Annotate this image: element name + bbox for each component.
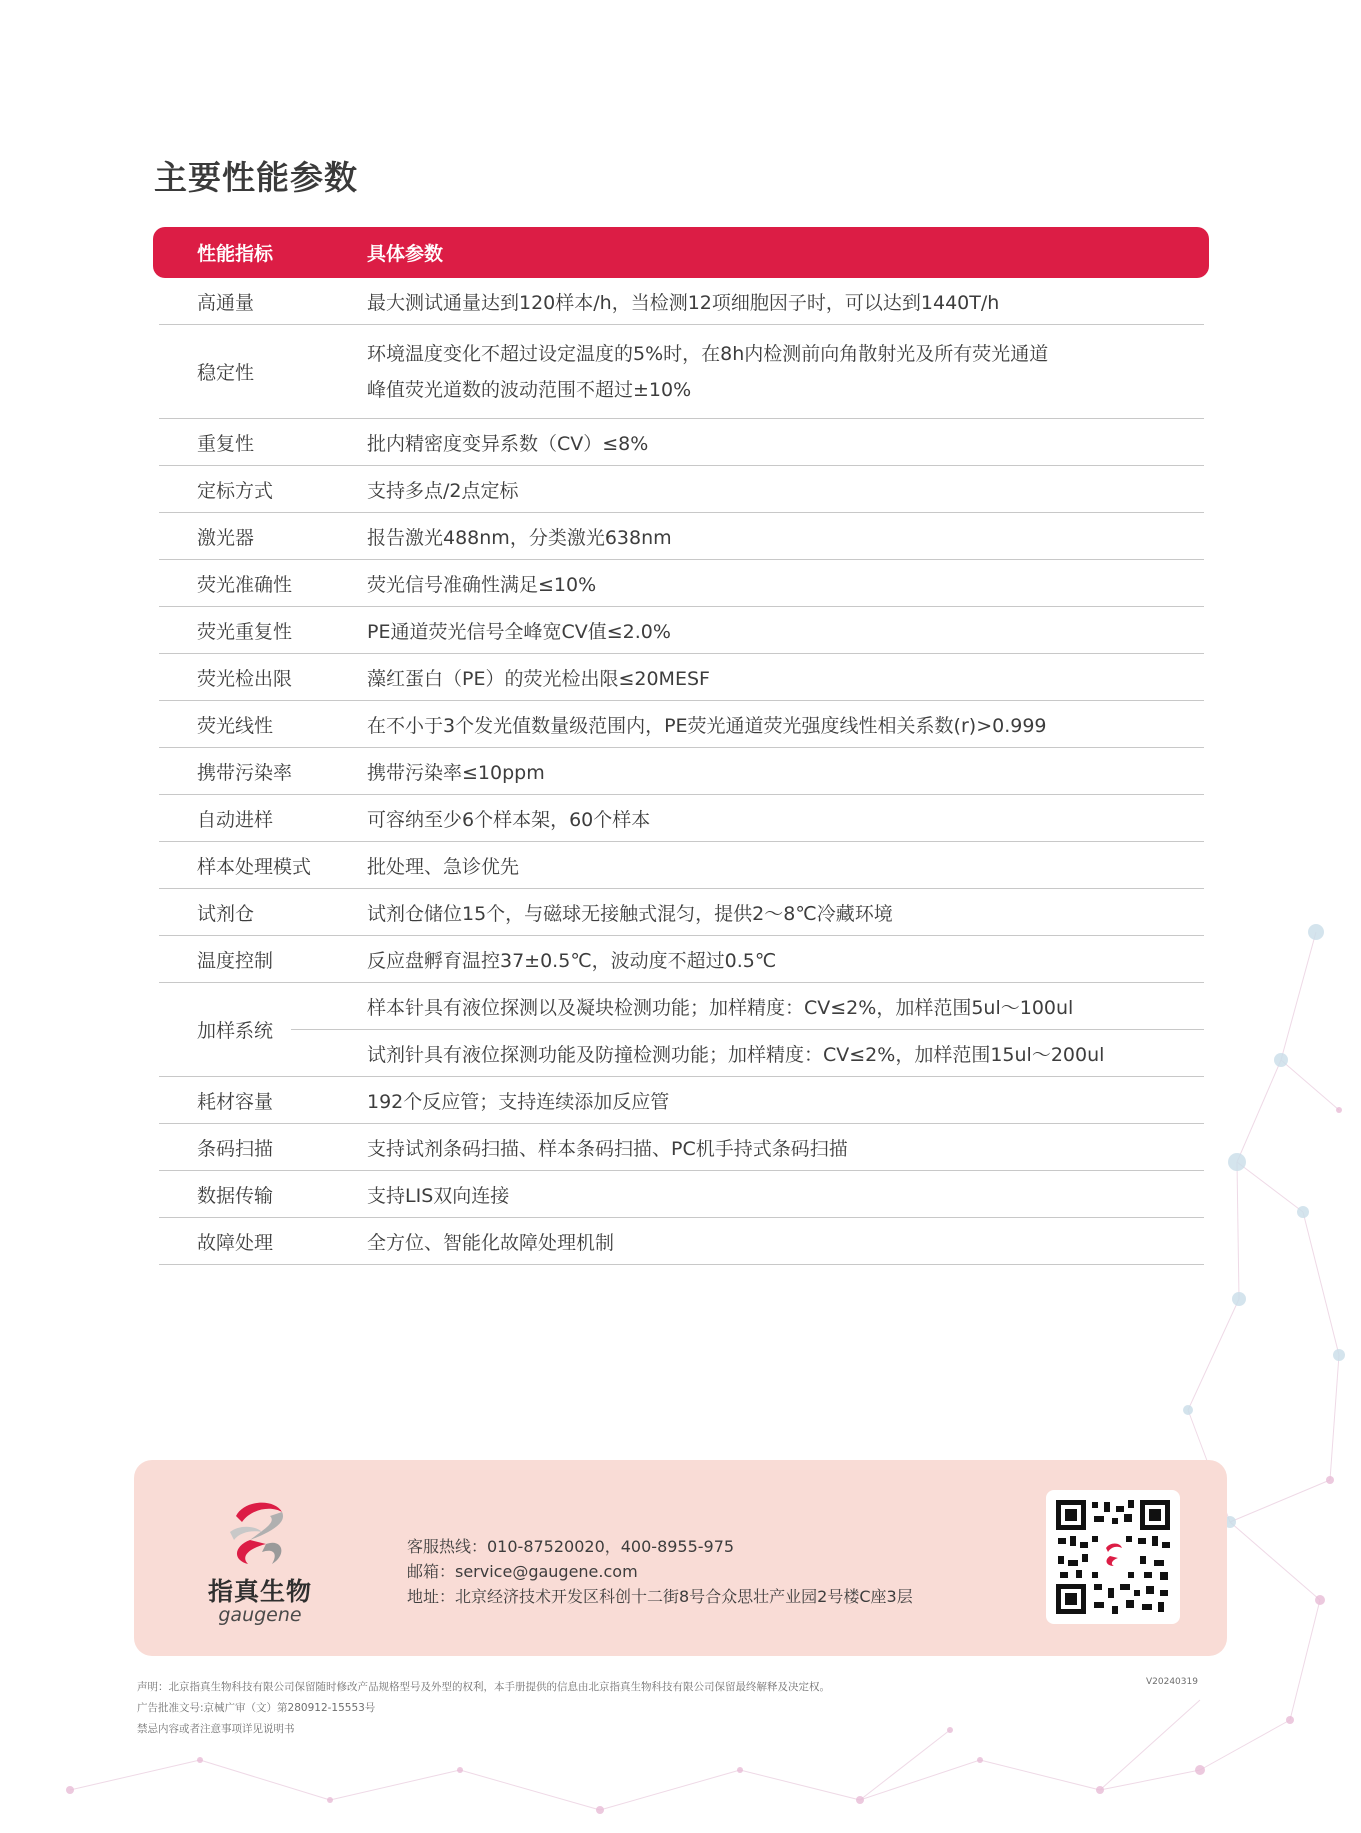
row-value	[367, 336, 1204, 408]
row-name: 故障处理	[197, 1231, 274, 1254]
row-name: 温度控制	[197, 949, 274, 972]
table-row	[159, 607, 1204, 654]
table-row	[159, 983, 1204, 1077]
logo-text-en: gaugene	[218, 1604, 302, 1626]
table-row	[159, 419, 1204, 466]
row-name: 高通量	[197, 291, 255, 314]
table-row	[159, 1124, 1204, 1171]
row-name: 携带污染率	[197, 761, 293, 784]
row-value: PE通道荧光信号全峰宽CV值≤2.0%	[367, 620, 671, 643]
table-row	[159, 842, 1204, 889]
table-row	[159, 795, 1204, 842]
row-value: 全方位、智能化故障处理机制	[367, 1231, 615, 1254]
table-row	[159, 748, 1204, 795]
table-row	[159, 278, 1204, 325]
row-name: 荧光检出限	[197, 667, 293, 690]
row-name: 耗材容量	[197, 1090, 274, 1113]
table-row	[159, 1218, 1204, 1265]
footnotes	[137, 1677, 830, 1740]
qr-code	[1046, 1490, 1180, 1624]
row-value-line: 试剂针具有液位探测功能及防撞检测功能；加样精度：CV≤2%，加样范围15ul～200ul	[367, 1043, 1105, 1066]
logo-mark-icon	[226, 1498, 292, 1568]
row-value	[367, 983, 1204, 1076]
row-value-line: 样本针具有液位探测以及凝块检测功能；加样精度：CV≤2%，加样范围5ul～100ul	[291, 983, 1204, 1030]
row-name: 加样系统	[197, 1020, 274, 1042]
header-indicator: 性能指标	[197, 243, 274, 265]
row-value: 批内精密度变异系数（CV）≤8%	[367, 432, 649, 455]
logo-text-cn: 指真生物	[207, 1577, 312, 1606]
row-value: 藻红蛋白（PE）的荧光检出限≤20MESF	[367, 667, 710, 690]
table-row	[159, 325, 1204, 419]
table-row	[159, 889, 1204, 936]
performance-table	[153, 227, 1209, 1265]
row-name: 荧光重复性	[197, 620, 293, 643]
row-name: 重复性	[197, 432, 255, 455]
hotline-text: 客服热线：010-87520020，400-8955-975	[407, 1537, 735, 1556]
table-row	[159, 560, 1204, 607]
address-text: 地址：北京经济技术开发区科创十二街8号合众思壮产业园2号楼C座3层	[407, 1587, 913, 1606]
ad-approval-text: 广告批准文号:京械广审（文）第280912-15553号	[137, 1702, 376, 1714]
table-row	[159, 701, 1204, 748]
table-row	[159, 1077, 1204, 1124]
disclaimer-text: 声明：北京指真生物科技有限公司保留随时修改产品规格型号及外型的权利，本手册提供的信息由北京指真生物科技有限公司保留最终解释及决定权。	[137, 1681, 830, 1693]
page-title: 主要性能参数	[154, 158, 358, 197]
row-name: 激光器	[197, 526, 255, 549]
row-value: 在不小于3个发光值数量级范围内，PE荧光通道荧光强度线性相关系数(r)>0.999	[367, 714, 1047, 737]
row-value: 荧光信号准确性满足≤10%	[367, 573, 597, 596]
table-row	[159, 466, 1204, 513]
row-name: 数据传输	[197, 1184, 274, 1207]
row-value-line: 环境温度变化不超过设定温度的5%时，在8h内检测前向角散射光及所有荧光通道	[367, 342, 1049, 365]
table-row	[159, 936, 1204, 983]
row-value: 最大测试通量达到120样本/h，当检测12项细胞因子时，可以达到1440T/h	[367, 291, 1000, 314]
row-value: 192个反应管；支持连续添加反应管	[367, 1090, 670, 1113]
table-row	[159, 1171, 1204, 1218]
header-parameter: 具体参数	[367, 243, 444, 265]
version-text: V20240319	[1146, 1677, 1198, 1687]
row-name: 试剂仓	[197, 902, 255, 925]
table-row	[159, 654, 1204, 701]
row-name: 样本处理模式	[197, 855, 312, 878]
row-value: 支持多点/2点定标	[367, 479, 519, 502]
row-name: 定标方式	[197, 479, 274, 502]
row-value: 报告激光488nm，分类激光638nm	[367, 526, 672, 549]
contact-card	[134, 1460, 1227, 1656]
row-value-line: 峰值荧光道数的波动范围不超过±10%	[367, 378, 692, 401]
qr-code-icon	[1054, 1498, 1172, 1616]
row-value: 试剂仓储位15个，与磁球无接触式混匀，提供2～8℃冷藏环境	[367, 902, 893, 925]
warning-text: 禁忌内容或者注意事项详见说明书	[137, 1723, 295, 1735]
row-value: 可容纳至少6个样本架，60个样本	[367, 808, 651, 831]
row-value: 批处理、急诊优先	[367, 855, 520, 878]
row-name: 自动进样	[197, 808, 274, 831]
row-value: 反应盘孵育温控37±0.5℃，波动度不超过0.5℃	[367, 949, 777, 972]
row-name: 条码扫描	[197, 1137, 274, 1160]
table-header	[153, 227, 1209, 278]
email-text: 邮箱：service@gaugene.com	[407, 1562, 638, 1581]
row-value: 支持LIS双向连接	[367, 1184, 510, 1207]
row-value: 支持试剂条码扫描、样本条码扫描、PC机手持式条码扫描	[367, 1137, 848, 1160]
row-value: 携带污染率≤10ppm	[367, 761, 545, 784]
table-row	[159, 513, 1204, 560]
row-name: 荧光线性	[197, 714, 274, 737]
contact-info	[407, 1534, 913, 1609]
row-name: 荧光准确性	[197, 573, 293, 596]
row-name: 稳定性	[197, 362, 255, 384]
